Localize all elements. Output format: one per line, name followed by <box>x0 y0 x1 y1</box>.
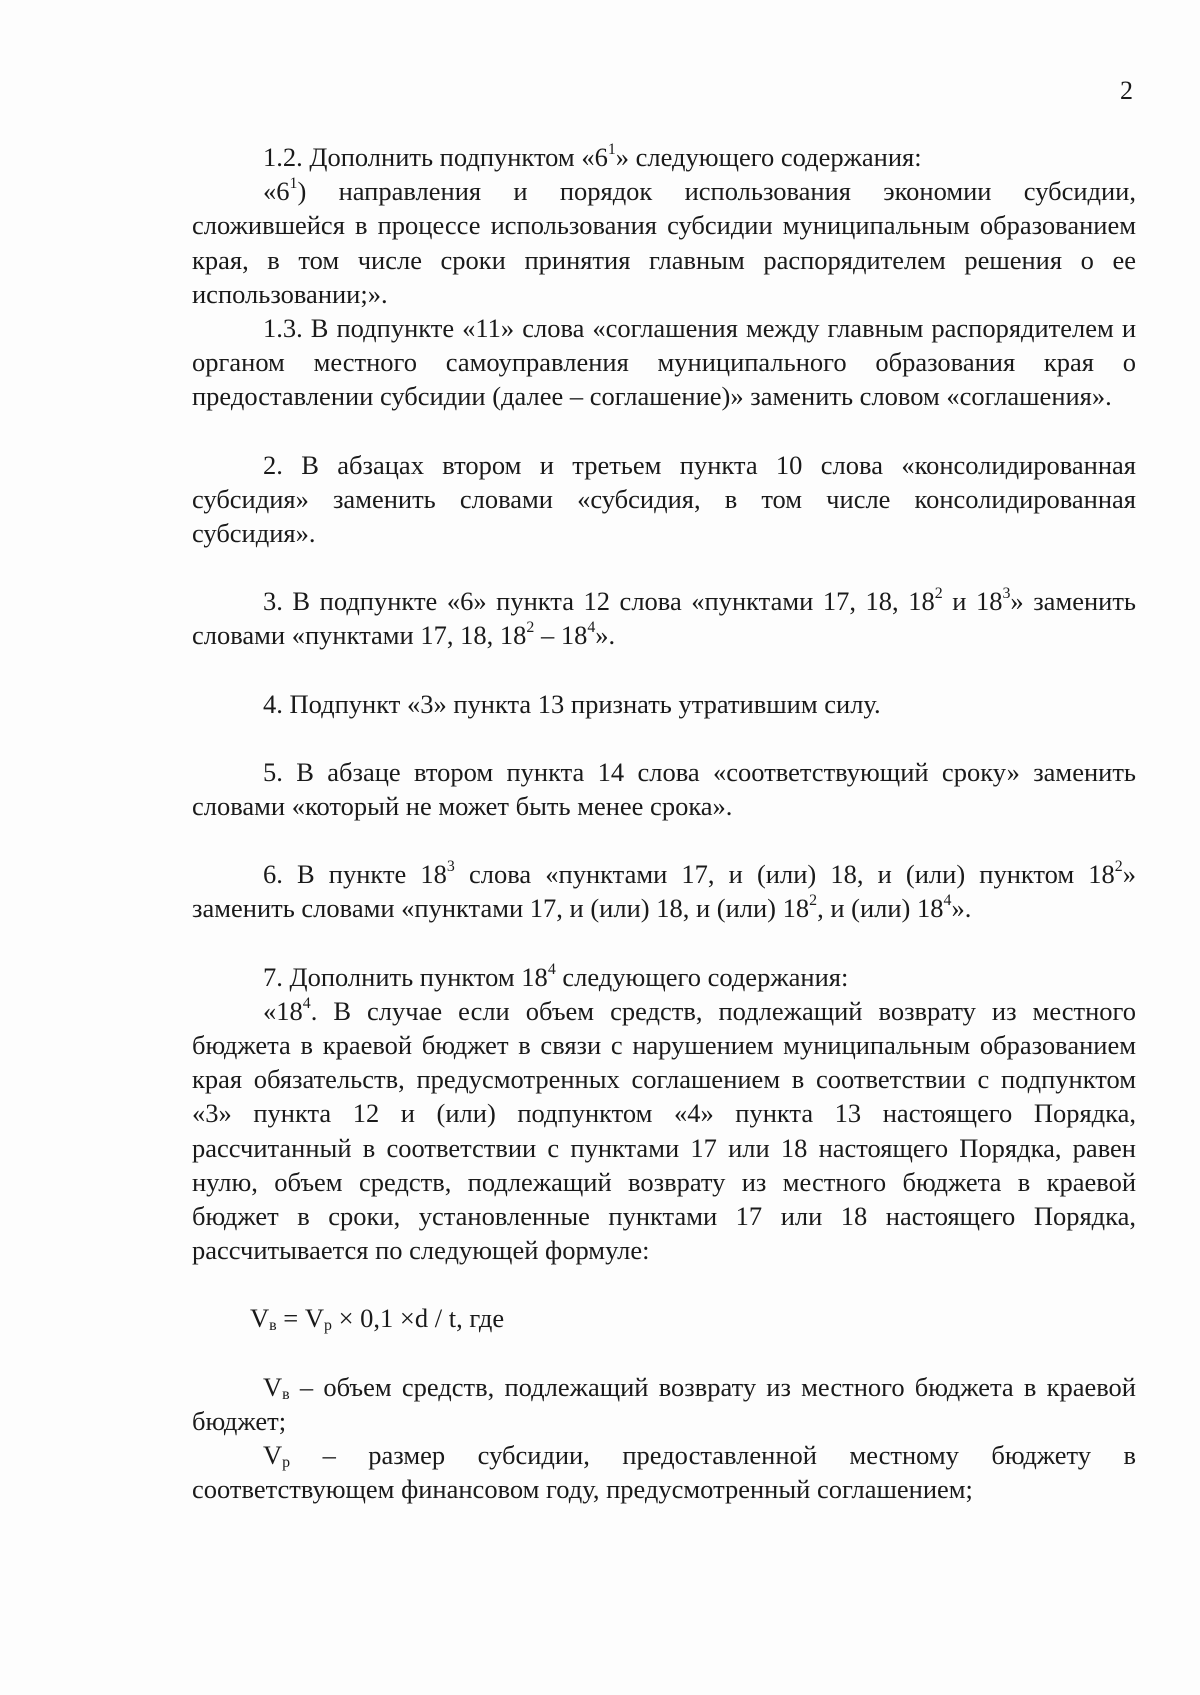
document-body <box>192 140 1136 1507</box>
page-number: 2 <box>1120 76 1133 105</box>
paragraph-gap <box>192 414 1136 448</box>
paragraph-gap <box>192 926 1136 960</box>
paragraph-gap <box>192 550 1136 584</box>
paragraph-1-3: 1.3. В подпункте «11» слова «соглашения между главным распорядителем и органом местного самоуправления муниципального образования края о предоставлении субсидии (далее – соглашение)» заменить словом «соглашения». <box>192 313 1136 412</box>
paragraph-4: 4. Подпункт «3» пункта 13 признать утратившим силу. <box>263 688 881 719</box>
paragraph-gap <box>192 1267 1136 1301</box>
paragraph-7: 7. Дополнить пунктом $18^4$ следующего содержания: <box>263 960 849 992</box>
paragraph-subitem-6-1: «$6^1$) направления и порядок использования экономии субсидии, сложившейся в процессе использования субсидии муниципальным образованием края, в том числе сроки принятия главным распорядителем решения о ее использовании;». <box>192 175 1136 309</box>
definition-vp: $V_р$ – размер субсидии, предоставленной местному бюджету в соответствующем финансовом году, предусмотренный соглашением; <box>192 1440 1136 1505</box>
paragraph-18-4: «$18^4$. В случае если объем средств, подлежащий возврату из местного бюджета в краевой бюджет в связи с нарушением муниципальным образованием края обязательств, предусмотренных соглашением в соответствии с подпунктом «3» пункта 12 и (или) подпунктом «4» пункта 13 настоящего Порядка, рассчитанный в соответствии с пунктами 17 или 18 настоящего Порядка, равен нулю, объем средств, подлежащий возврату из местного бюджета в краевой бюджет в сроки, установленные пунктами 17 или 18 настоящего Порядка, рассчитывается по следующей формуле: <box>192 994 1136 1266</box>
paragraph-5: 5. В абзаце втором пункта 14 слова «соответствующий сроку» заменить словами «который не может быть менее срока». <box>192 756 1136 822</box>
paragraph-gap <box>192 653 1136 687</box>
paragraph-gap <box>192 823 1136 857</box>
paragraph-1-2: 1.2. Дополнить подпунктом «$6^1$» следующего содержания: <box>263 141 922 172</box>
paragraph-6: 6. В пункте $18^3$ слова «пунктами 17, и (или) 18, и (или) пунктом $18^2$» заменить словами «пунктами 17, и (или) 18, и (или) $18^2$, и (или) $18^4$». <box>192 858 1136 924</box>
paragraph-gap <box>192 1336 1136 1370</box>
paragraph-gap <box>192 721 1136 755</box>
paragraph-3: 3. В подпункте «6» пункта 12 слова «пунктами 17, 18, $18^2$ и $18^3$» заменить словами «пунктами 17, 18, $18^2 - 18^4$». <box>192 585 1137 651</box>
paragraph-2: 2. В абзацах втором и третьем пункта 10 слова «консолидированная субсидия» заменить словами «субсидия, в том числе консолидированная субсидия». <box>192 449 1136 549</box>
definition-vv: $V_в$ – объем средств, подлежащий возврату из местного бюджета в краевой бюджет; <box>192 1371 1136 1436</box>
formula: $V_в = V_р \times 0,1 \times d / t$, где <box>250 1303 505 1335</box>
